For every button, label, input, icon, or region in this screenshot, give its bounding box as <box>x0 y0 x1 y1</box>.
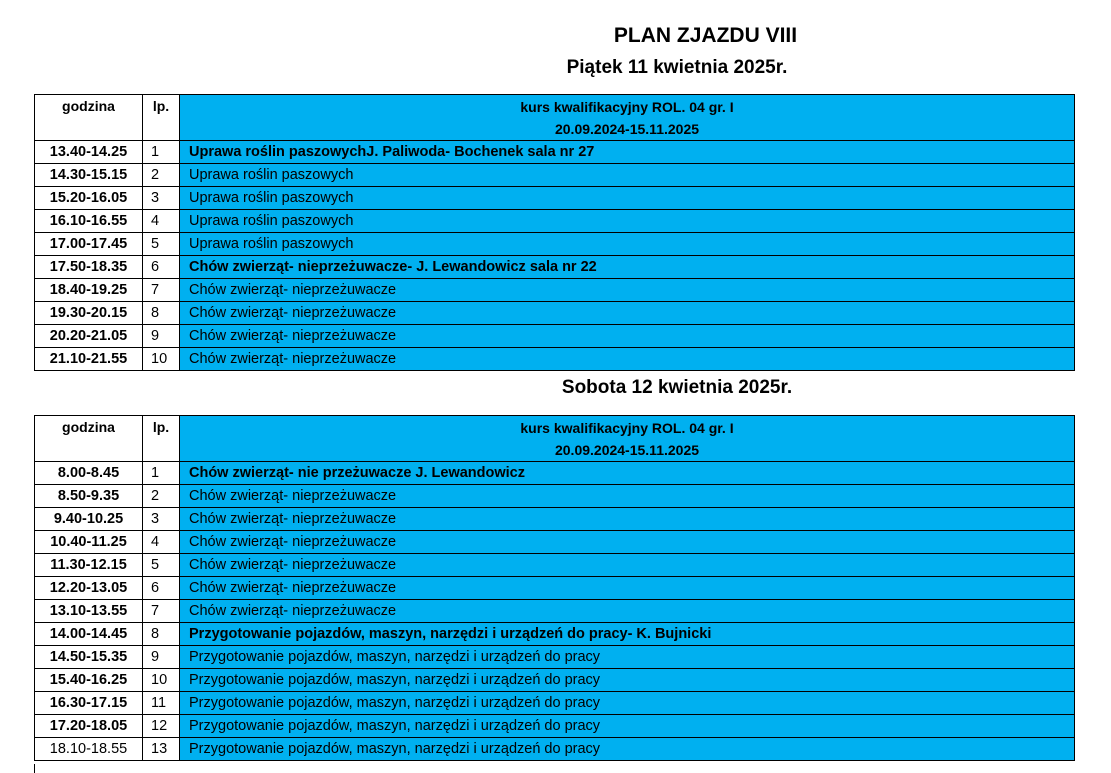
cell-lp: 9 <box>143 325 180 348</box>
table-header-row <box>35 416 1075 462</box>
table-row <box>35 577 1075 600</box>
table-row <box>35 669 1075 692</box>
cell-lp: 5 <box>143 233 180 256</box>
table-row <box>35 233 1075 256</box>
table-row <box>35 279 1075 302</box>
cell-subject: Uprawa roślin paszowych <box>180 187 1075 210</box>
cell-subject: Uprawa roślin paszowych <box>180 233 1075 256</box>
cell-time: 8.50-9.35 <box>35 485 143 508</box>
header-time: godzina <box>35 95 143 141</box>
table-row <box>35 302 1075 325</box>
table-row <box>35 348 1075 371</box>
cell-time: 10.40-11.25 <box>35 531 143 554</box>
cell-subject: Chów zwierząt- nieprzeżuwacze <box>180 348 1075 371</box>
table-row <box>35 692 1075 715</box>
cell-lp: 7 <box>143 600 180 623</box>
cell-subject: Chów zwierząt- nieprzeżuwacze <box>180 577 1075 600</box>
cell-lp: 10 <box>143 348 180 371</box>
cell-lp: 12 <box>143 715 180 738</box>
cell-subject: Przygotowanie pojazdów, maszyn, narzędzi i urządzeń do pracy <box>180 646 1075 669</box>
day1-title: Piątek 11 kwietnia 2025r. <box>566 57 788 78</box>
cell-subject: Chów zwierząt- nieprzeżuwacze <box>180 600 1075 623</box>
cell-time: 14.30-15.15 <box>35 164 143 187</box>
table-header-row <box>35 95 1075 141</box>
cell-time: 13.40-14.25 <box>35 141 143 164</box>
header-time: godzina <box>35 416 143 462</box>
cell-lp: 1 <box>143 462 180 485</box>
cell-subject: Chów zwierząt- nieprzeżuwacze <box>180 508 1075 531</box>
cell-time: 18.10-18.55 <box>35 738 143 761</box>
cell-lp: 6 <box>143 256 180 279</box>
cell-lp: 7 <box>143 279 180 302</box>
table-row <box>35 738 1075 761</box>
header-course <box>180 416 1075 462</box>
cell-subject: Przygotowanie pojazdów, maszyn, narzędzi i urządzeń do pracy <box>180 692 1075 715</box>
table-row <box>35 646 1075 669</box>
schedule-table-friday <box>34 94 1075 371</box>
cell-time: 14.50-15.35 <box>35 646 143 669</box>
cell-time: 17.00-17.45 <box>35 233 143 256</box>
cell-lp: 13 <box>143 738 180 761</box>
cell-time: 19.30-20.15 <box>35 302 143 325</box>
cell-time: 15.40-16.25 <box>35 669 143 692</box>
cell-lp: 1 <box>143 141 180 164</box>
cell-subject: Chów zwierząt- nieprzeżuwacze- J. Lewandowicz sala nr 22 <box>180 256 1075 279</box>
cell-time: 15.20-16.05 <box>35 187 143 210</box>
cell-time: 8.00-8.45 <box>35 462 143 485</box>
cell-lp: 3 <box>143 508 180 531</box>
table-row <box>35 485 1075 508</box>
table-row <box>35 164 1075 187</box>
header-lp: lp. <box>143 95 180 141</box>
cell-subject: Chów zwierząt- nieprzeżuwacze <box>180 279 1075 302</box>
cell-time: 21.10-21.55 <box>35 348 143 371</box>
cell-time: 9.40-10.25 <box>35 508 143 531</box>
table-row <box>35 554 1075 577</box>
cell-subject: Chów zwierząt- nieprzeżuwacze <box>180 325 1075 348</box>
header-course-name: kurs kwalifikacyjny ROL. 04 gr. I <box>520 419 734 436</box>
cell-lp: 6 <box>143 577 180 600</box>
cell-subject: Chów zwierząt- nieprzeżuwacze <box>180 531 1075 554</box>
cell-lp: 3 <box>143 187 180 210</box>
cell-time: 13.10-13.55 <box>35 600 143 623</box>
cell-subject: Przygotowanie pojazdów, maszyn, narzędzi i urządzeń do pracy <box>180 738 1075 761</box>
cell-subject: Przygotowanie pojazdów, maszyn, narzędzi i urządzeń do pracy- K. Bujnicki <box>180 623 1075 646</box>
cell-subject: Przygotowanie pojazdów, maszyn, narzędzi i urządzeń do pracy <box>180 669 1075 692</box>
cell-lp: 2 <box>143 164 180 187</box>
table-row <box>35 715 1075 738</box>
cell-time: 18.40-19.25 <box>35 279 143 302</box>
cell-subject: Uprawa roślin paszowychJ. Paliwoda- Bochenek sala nr 27 <box>180 141 1075 164</box>
header-course <box>180 95 1075 141</box>
cell-lp: 9 <box>143 646 180 669</box>
cell-lp: 4 <box>143 210 180 233</box>
cell-lp: 11 <box>143 692 180 715</box>
header-course-name: kurs kwalifikacyjny ROL. 04 gr. I <box>520 98 734 115</box>
cell-subject: Chów zwierząt- nieprzeżuwacze <box>180 302 1075 325</box>
table-row <box>35 210 1075 233</box>
table-row <box>35 187 1075 210</box>
table-row <box>35 600 1075 623</box>
cell-time: 11.30-12.15 <box>35 554 143 577</box>
cell-subject: Chów zwierząt- nieprzeżuwacze <box>180 485 1075 508</box>
cell-lp: 4 <box>143 531 180 554</box>
table-row <box>35 462 1075 485</box>
table-row <box>35 325 1075 348</box>
cell-lp: 5 <box>143 554 180 577</box>
schedule-table-saturday <box>34 415 1075 761</box>
cell-time: 16.30-17.15 <box>35 692 143 715</box>
cell-subject: Chów zwierząt- nie przeżuwacze J. Lewandowicz <box>180 462 1075 485</box>
header-lp: lp. <box>143 416 180 462</box>
header-course-dates: 20.09.2024-15.11.2025 <box>554 120 700 137</box>
table-row <box>35 623 1075 646</box>
cell-time: 17.20-18.05 <box>35 715 143 738</box>
table-row <box>35 141 1075 164</box>
table-row <box>35 531 1075 554</box>
table-row <box>35 256 1075 279</box>
cell-lp: 8 <box>143 623 180 646</box>
cell-subject: Uprawa roślin paszowych <box>180 164 1075 187</box>
cell-lp: 2 <box>143 485 180 508</box>
cell-subject: Uprawa roślin paszowych <box>180 210 1075 233</box>
cell-subject: Chów zwierząt- nieprzeżuwacze <box>180 554 1075 577</box>
page-edge-line <box>34 764 35 773</box>
cell-subject: Przygotowanie pojazdów, maszyn, narzędzi i urządzeń do pracy <box>180 715 1075 738</box>
cell-lp: 10 <box>143 669 180 692</box>
cell-time: 14.00-14.45 <box>35 623 143 646</box>
day2-title: Sobota 12 kwietnia 2025r. <box>561 377 793 398</box>
page-title: PLAN ZJAZDU VIII <box>613 24 798 47</box>
cell-time: 20.20-21.05 <box>35 325 143 348</box>
cell-time: 12.20-13.05 <box>35 577 143 600</box>
cell-time: 16.10-16.55 <box>35 210 143 233</box>
cell-time: 17.50-18.35 <box>35 256 143 279</box>
header-course-dates: 20.09.2024-15.11.2025 <box>554 441 700 458</box>
table-row <box>35 508 1075 531</box>
cell-lp: 8 <box>143 302 180 325</box>
